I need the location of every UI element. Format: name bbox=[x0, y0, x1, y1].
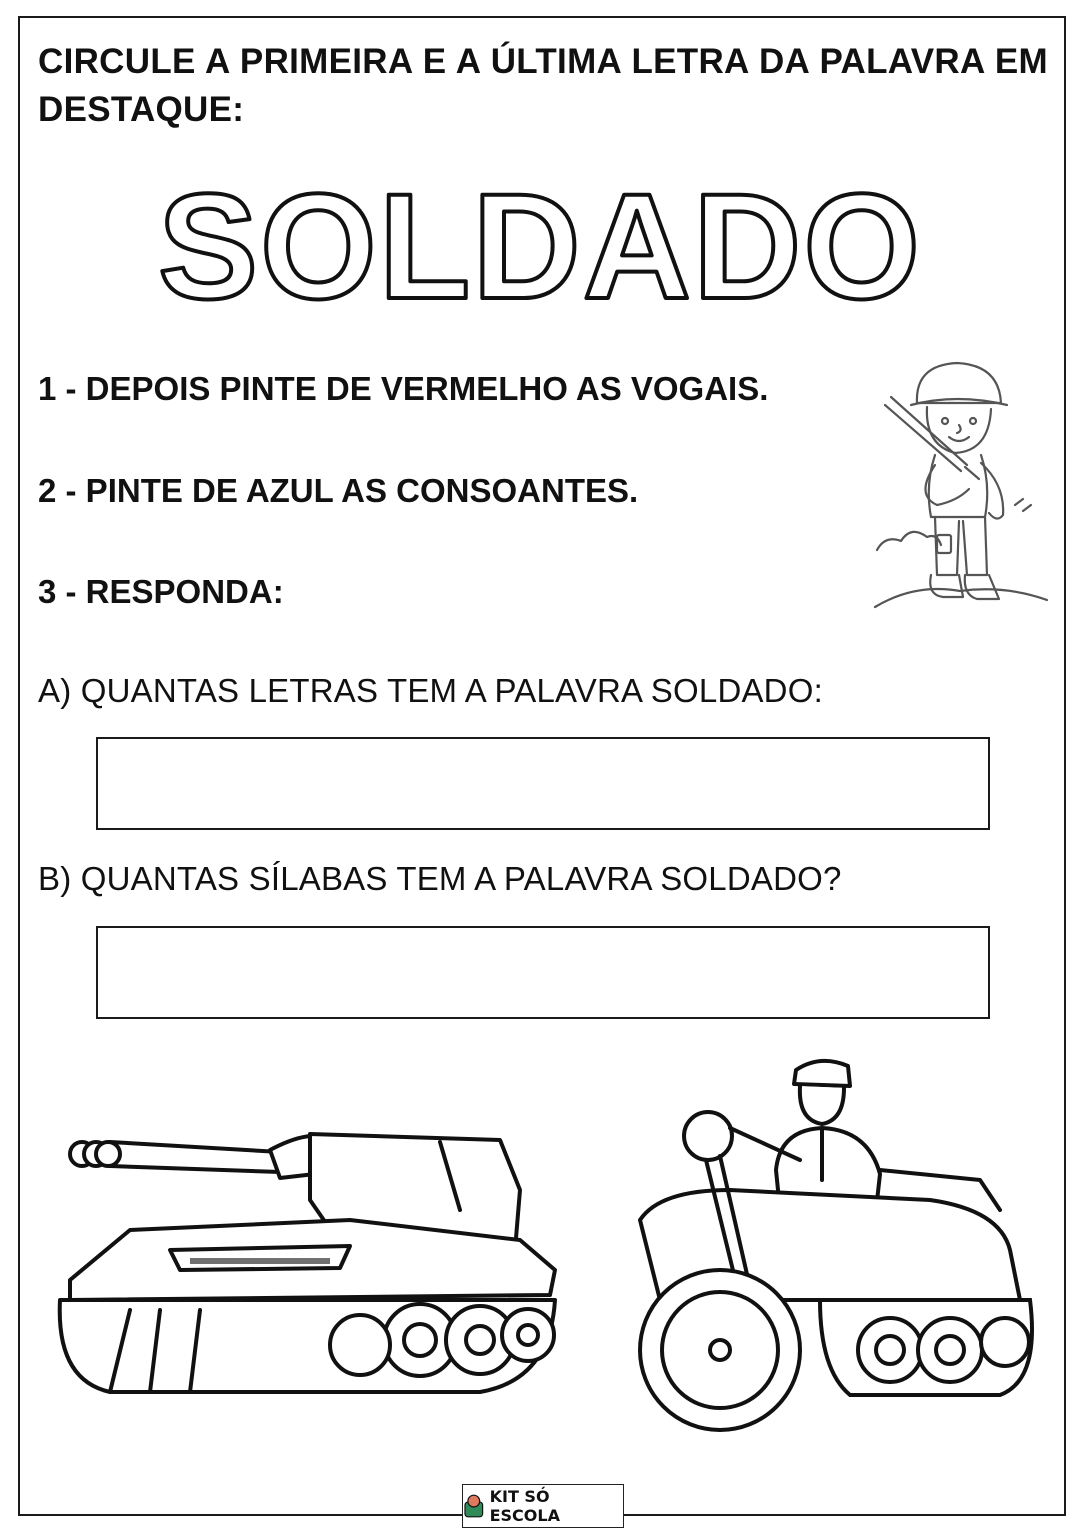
military-motorcycle-icon bbox=[600, 1050, 1040, 1435]
highlight-word-text: SOLDADO bbox=[158, 170, 922, 320]
instruction-item-1: 1 - DEPOIS PINTE DE VERMELHO AS VOGAIS. bbox=[38, 370, 769, 407]
soldier-cartoon-icon bbox=[865, 345, 1055, 640]
question-b-label: B) QUANTAS SÍLABAS TEM A PALAVRA SOLDADO? bbox=[38, 860, 842, 897]
brand-logo bbox=[462, 1484, 624, 1528]
school-bag-icon bbox=[463, 1494, 485, 1518]
answer-box-a[interactable] bbox=[96, 737, 990, 830]
instruction-text: CIRCULE A PRIMEIRA E A ÚLTIMA LETRA DA PALAVRA EM DESTAQUE: bbox=[38, 42, 1048, 129]
instruction-item-3: 3 - RESPONDA: bbox=[38, 573, 284, 610]
question-a-label: A) QUANTAS LETRAS TEM A PALAVRA SOLDADO: bbox=[38, 672, 823, 709]
answer-box-b[interactable] bbox=[96, 926, 990, 1019]
tank-icon bbox=[50, 1130, 565, 1410]
highlight-word bbox=[150, 170, 930, 320]
instruction-item-2: 2 - PINTE DE AZUL AS CONSOANTES. bbox=[38, 472, 639, 509]
brand-text: KIT SÓ ESCOLA bbox=[489, 1487, 560, 1525]
